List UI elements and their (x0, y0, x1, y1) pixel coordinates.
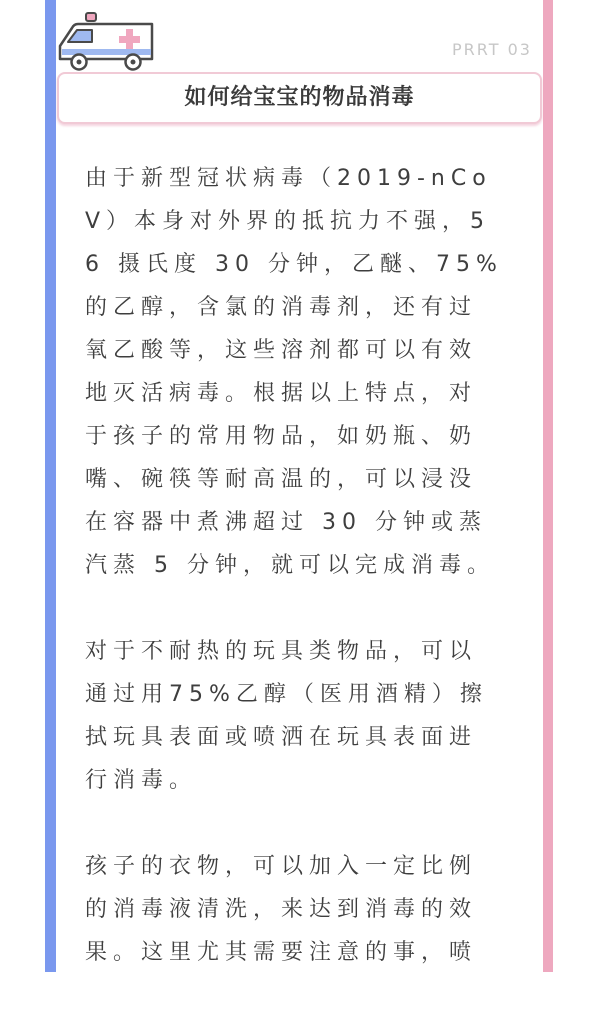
text-line: 果。这里尤其需要注意的事，喷 (85, 940, 478, 965)
text-line: 氧乙酸等，这些溶剂都可以有效 (85, 338, 478, 363)
paragraph-2 (85, 630, 516, 802)
text-line: 行消毒。 (85, 768, 198, 793)
right-accent-bar (543, 0, 553, 972)
text-line: 在容器中煮沸超过 30 分钟或蒸 (85, 510, 487, 535)
text-line: 6 摄氏度 30 分钟，乙醚、75% (85, 252, 503, 277)
text-line: 的乙醇，含氯的消毒剂，还有过 (85, 295, 478, 320)
paragraph-1 (85, 157, 516, 587)
section-badge: PRRT 03 (452, 40, 532, 59)
paragraph-3 (85, 845, 516, 974)
ambulance-icon (54, 10, 158, 76)
text-line: 由于新型冠状病毒（2019-nCo (85, 166, 492, 191)
article-body (85, 157, 516, 1017)
text-line: 嘴、碗筷等耐高温的，可以浸没 (85, 467, 478, 492)
text-line: 地灭活病毒。根据以上特点，对 (85, 381, 478, 406)
left-accent-bar (45, 0, 56, 972)
text-line: 的消毒液清洗，来达到消毒的效 (85, 897, 478, 922)
text-line: 通过用75%乙醇（医用酒精）擦 (85, 682, 488, 707)
text-line: V）本身对外界的抵抗力不强，5 (85, 209, 491, 234)
text-line: 孩子的衣物，可以加入一定比例 (85, 854, 478, 879)
page-title: 如何给宝宝的物品消毒 (57, 72, 542, 124)
text-line: 拭玩具表面或喷洒在玩具表面进 (85, 725, 478, 750)
text-line: 汽蒸 5 分钟，就可以完成消毒。 (85, 553, 495, 578)
text-line: 对于不耐热的玩具类物品，可以 (85, 639, 478, 664)
text-line: 于孩子的常用物品，如奶瓶、奶 (85, 424, 478, 449)
